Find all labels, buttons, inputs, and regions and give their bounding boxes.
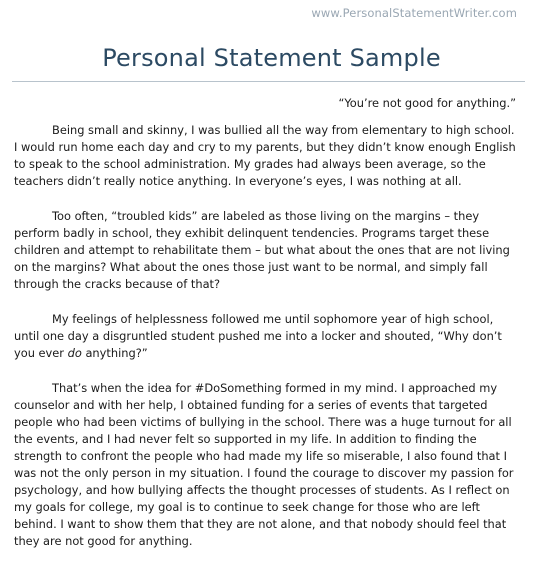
paragraph-2: Too often, “troubled kids” are labeled as those living on the margins – they perform badly in school, they exhibit delinquent tendencies. Programs target these children and attempt to rehabilitate them – but what about the ones that are not living on the margins? What about the ones those just want to be normal, and simply fall through the cracks because of that?: [14, 209, 510, 291]
paragraph-3: [14, 311, 519, 362]
site-url: www.PersonalStatementWriter.com: [311, 6, 517, 20]
paragraph-3-emphasis: do: [67, 346, 82, 360]
statement-body: [14, 122, 519, 568]
title-divider: [12, 81, 525, 82]
page-title: Personal Statement Sample: [102, 44, 441, 72]
opening-quote: “You’re not good for anything.”: [338, 96, 516, 110]
paragraph-3-tail: anything?”: [81, 346, 148, 360]
paragraph-1: Being small and skinny, I was bullied all the way from elementary to high school. I would run home each day and cry to my parents, but they didn’t know enough English to speak to the school administration. My grades had always been average, so the teachers didn’t really notice anything. In everyone’s eyes, I was nothing at all.: [14, 123, 516, 188]
paragraph-3-text: My feelings of helplessness followed me until sophomore year of high school, until one day a disgruntled student pushed me into a locker and shouted, “Why don’t you ever: [14, 312, 502, 360]
paragraph-4: That’s when the idea for #DoSomething formed in my mind. I approached my counselor and with her help, I obtained funding for a series of events that targeted people who had been victims of bullying in the school. There was a huge turnout for all the events, and I had never felt so supported in my life. In addition to finding the strength to confront the people who had made my life so miserable, I also found that I was not the only person in my situation. I found the courage to discover my passion for psychology, and how bullying affects the thought processes of students. As I reflect on my goals for college, my goal is to continue to seek change for those who are left behind. I want to show them that they are not alone, and that nobody should feel that they are not good for anything.: [14, 381, 514, 548]
